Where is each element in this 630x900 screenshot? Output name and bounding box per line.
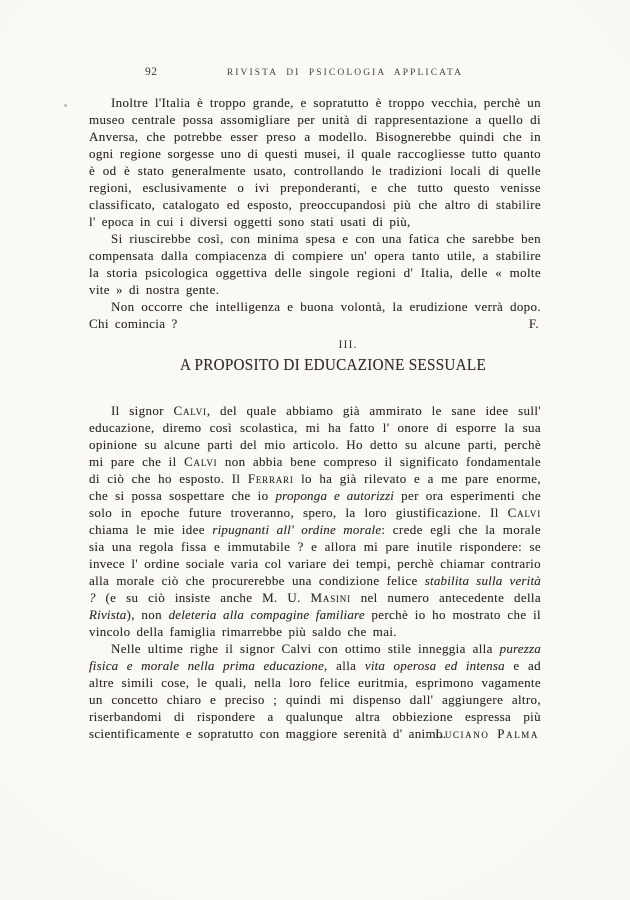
text-segment: chiama le mie idee [89,522,213,537]
text-segment: , del quale abbiamo già ammirato le sane idee sull' educazione, diremo così scolastica, mi ha fatto l' onore di esporre la sua opinione su alcune parti del mio articolo. Ho detto su alcune parti, perchè mi pare che il [89,403,541,469]
section-title: A PROPOSITO DI EDUCAZIONE SESSUALE [180,355,486,374]
text-segment: ripugnanti all' ordine morale [212,522,382,537]
text-segment: Calvi [507,505,541,520]
text-segment: perchè io ho mostrato che il vincolo della famiglia rimarrebbe più saldo che mai. [89,607,541,639]
text-segment: vita operosa ed intensa [364,658,505,673]
text-segment: Inoltre l'Italia è troppo grande, e sopratutto è troppo vecchia, perchè un museo centrale possa assomigliare per unità di rappresentazione a quello di Anversa, che potrebbe esser preso a modello. Bisognerebbe quindi che in ogni regione sorgesse uno di questi musei, il quale raccogliesse tutto quanto è od è stato generalmente usato, controllando le tradizioni locali di quelle regioni, esclusivamente o ivi preponderanti, e che tutto questo venisse classificato, catalogato ed esposto, preoccupandosi più che altro di stabilire l' epoca in cui i diversi oggetti sono stati usati di più, [89,95,541,229]
running-header [89,66,541,80]
text-segment: (e su ciò insiste anche M. U. [95,590,311,605]
text-segment: stabilita sulla verità ? [89,573,541,605]
text-segment: Masini [310,590,351,605]
text-segment: Il signor [111,403,174,418]
text-segment: non abbia bene compreso il significato fondamentale di ciò che ho esposto. Il [89,454,542,486]
text-segment: per ora esperimenti che solo in epoche future troveranno, spero, la loro giustificazione. Il [89,488,541,520]
paragraph [89,402,541,640]
scan-speck [64,104,67,107]
text-segment: lo ha già rilevato e a me pare enorme, che si possa sospettare che io [89,471,542,503]
page-number: 92 [145,66,158,78]
text-segment: Non occorre che intelligenza e buona volontà, la erudizione verrà dopo. Chi comincia ? [89,299,541,331]
text-segment: Nelle ultime righe il signor Calvi con ottimo stile inneggia alla [111,641,500,656]
text-segment: : crede egli che la morale sia una regola fissa e immutabile ? e allora mi pare inutile rispondere: se invece l' ordine sociale varia col variare dei tempi, perchè chiamar contrario alla morale ciò che procurerebbe una condizione felice [89,522,541,588]
paragraph [89,94,541,230]
author-initial: F. [528,316,539,331]
article-one-text [89,94,541,332]
paragraph [89,230,541,298]
section-number: III. [338,337,358,351]
text-segment: Calvi [184,454,218,469]
page-content [89,66,541,742]
section-heading [89,337,541,375]
article-two-text [89,402,541,742]
text-segment: proponga e autorizzi [275,488,395,503]
text-segment: ), non [126,607,169,622]
text-segment: nel numero antecedente della [350,590,541,605]
author-signature: Luciano Palma [435,726,539,741]
text-segment: Ferrari [247,471,294,486]
text-segment: deleteria alla compagine familiare [168,607,365,622]
text-segment: Si riuscirebbe così, con minima spesa e con una fatica che sarebbe ben compensata dalla compiacenza di compiere un' opera tanto utile, a stabilire la storia psicologica oggettiva delle singole regioni d' Italia, delle « molte vite » di nostra gente. [89,231,541,297]
text-segment: , alla [323,658,365,673]
text-segment: Calvi [173,403,207,418]
journal-running-title: RIVISTA DI PSICOLOGIA APPLICATA [226,68,464,78]
text-segment: purezza fisica e morale nella prima educazione [89,641,541,673]
text-segment: Rivista [89,607,127,622]
text-segment: e ad altre simili cose, le quali, nella loro felice euritmia, esprimono vagamente un concetto chiaro e preciso ; quindi mi dispenso dall' aggiungere altro, riserbandomi di rispondere a qualunque altra obbiezione espressa più scientificamente e sopratutto con maggiore serenità d' animo. [89,658,542,741]
